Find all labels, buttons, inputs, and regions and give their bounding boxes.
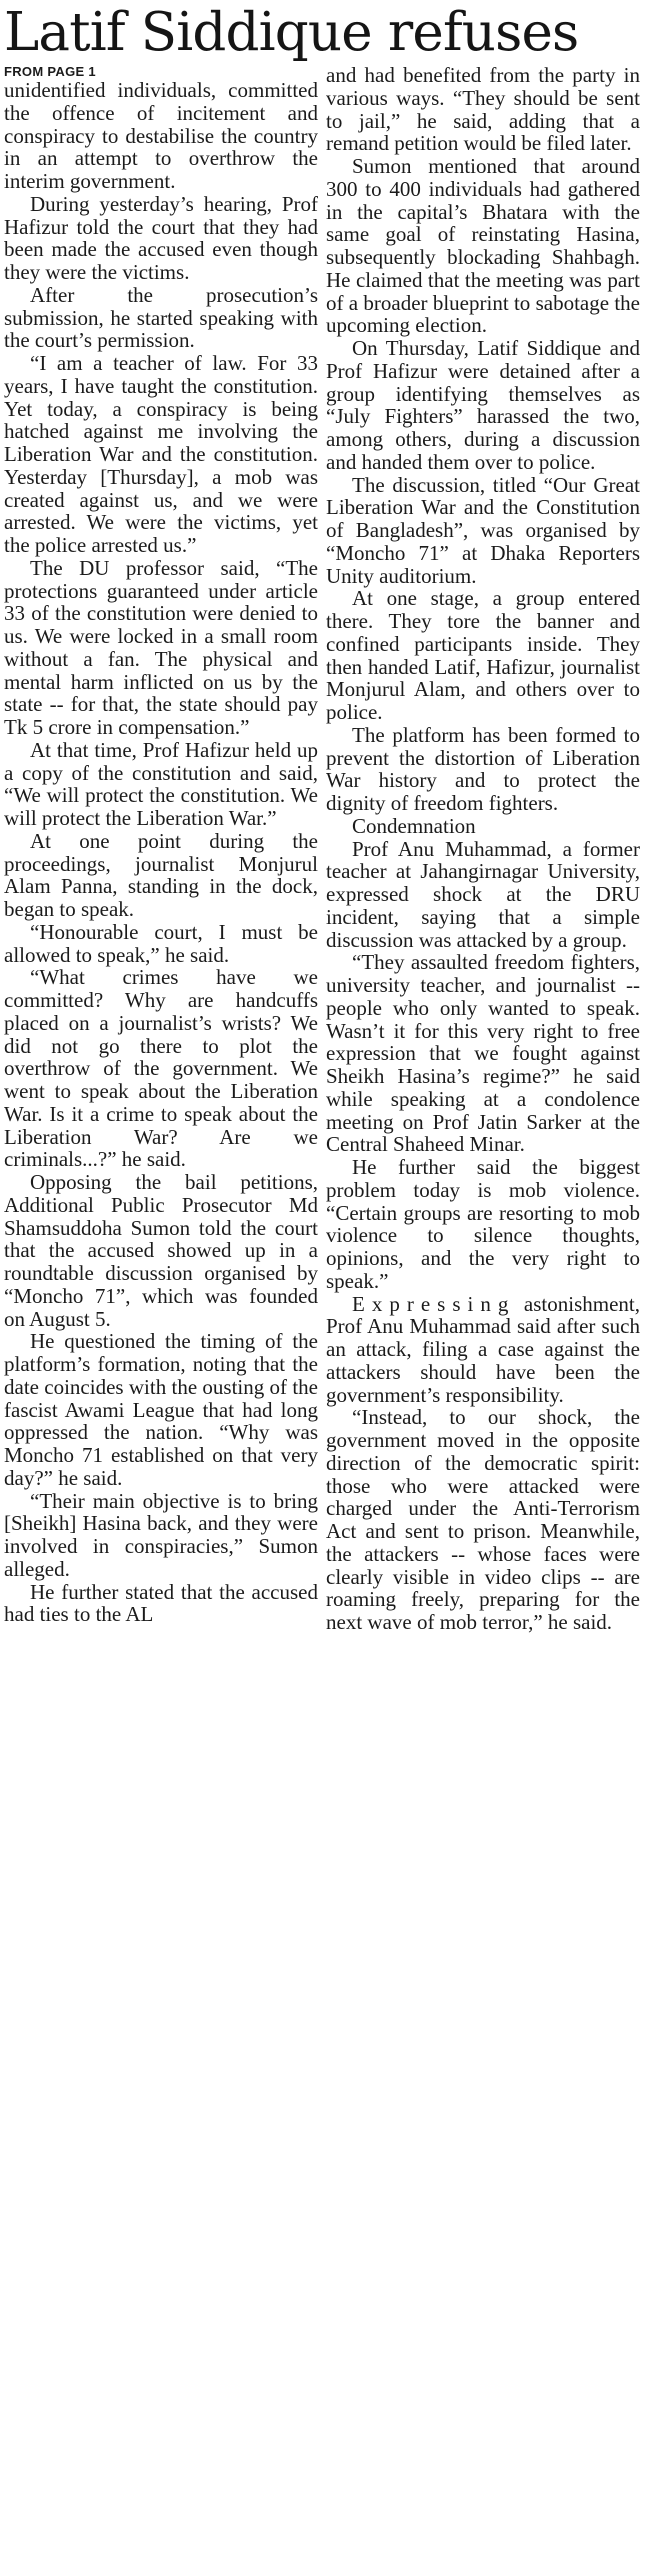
paragraph: At one stage, a group entered there. They tore the banner and confined participants inside. They then handed Latif, Hafizur, journalist Monjurul Alam, and others over to police.	[326, 586, 640, 724]
paragraph: “What crimes have we committed? Why are handcuffs placed on a journalist’s wrists? We did not go there to plot the overthrow of the government. We went to speak about the Liberation War. Is it a crime to speak about the Liberation War? Are we criminals...?” he said.	[4, 965, 318, 1172]
paragraph: During yesterday’s hearing, Prof Hafizur told the court that they had been made the accused even though they were the victims.	[4, 191, 318, 284]
paragraph: The discussion, titled “Our Great Liberation War and the Constitution of Bangladesh”, was organised by “Moncho 71” at Dhaka Reporters Unity auditorium.	[326, 472, 640, 588]
paragraph: The platform has been formed to prevent the distortion of Liberation War history and to protect the dignity of freedom fighters.	[326, 722, 640, 815]
paragraph: He further stated that the accused had ties to the AL	[4, 1579, 318, 1627]
paragraph: “Their main objective is to bring [Sheikh] Hasina back, and they were involved in conspiracies,” Sumon alleged.	[4, 1488, 318, 1581]
paragraph: Sumon mentioned that around 300 to 400 individuals had gathered in the capital’s Bhatara with the same goal of reinstating Hasina, subsequently blockading Shahbagh. He claimed that the meeting was part of a broader blueprint to sabotage the upcoming election.	[326, 154, 640, 338]
paragraph: unidentified individuals, committed the offence of incitement and conspiracy to destabilise the country in an attempt to overthrow the interim government.	[4, 78, 318, 193]
paragraph: “Instead, to our shock, the government moved in the opposite direction of the democratic spirit: those who were attacked were charged under the Anti-Terrorism Act and sent to prison. Meanwhile, the attackers -- whose faces were clearly visible in video clips -- are roaming freely, preparing for the next wave of mob terror,” he said.	[326, 1405, 640, 1634]
dateline: FROM PAGE 1	[4, 64, 96, 79]
paragraph-text: astonishment, Prof Anu Muhammad said after such an attack, filing a case against the attackers should have been the government’s responsibility.	[326, 1291, 640, 1407]
paragraph: At one point during the proceedings, journalist Monjurul Alam Panna, standing in the dock, began to speak.	[4, 828, 318, 921]
paragraph: The DU professor said, “The protections guaranteed under article 33 of the constitution were denied to us. We were locked in a small room without a fan. The physical and mental harm inflicted on us by the state -- for that, the state should pay Tk 5 crore in compensation.”	[4, 555, 318, 739]
paragraph: “Honourable court, I must be allowed to speak,” he said.	[4, 919, 318, 967]
paragraph: Opposing the bail petitions, Additional Public Prosecutor Md Shamsuddoha Sumon told the court that the accused showed up in a roundtable discussion organised by “Moncho 71”, which was founded on August 5.	[4, 1170, 318, 1331]
paragraph: “They assaulted freedom fighters, university teacher, and journalist -- people who only wanted to speak. Wasn’t it for this very right to free expression that we fought against Sheikh Hasina’s regime?” he said while speaking at a condolence meeting on Prof Jatin Sarker at the Central Shaheed Minar.	[326, 950, 640, 1157]
article-column-right	[326, 64, 640, 1634]
paragraph: and had benefited from the party in various ways. “They should be sent to jail,” he said, adding that a remand petition would be filed later.	[326, 63, 640, 156]
paragraph: At that time, Prof Hafizur held up a copy of the constitution and said, “We will protect the constitution. We will protect the Liberation War.”	[4, 737, 318, 830]
article-column-left	[4, 64, 318, 1626]
paragraph: Prof Anu Muhammad, a former teacher at Jahangirnagar University, expressed shock at the DRU incident, saying that a simple discussion was attacked by a group.	[326, 836, 640, 952]
paragraph	[326, 1293, 640, 1407]
spaced-word: Expressing	[352, 1291, 516, 1316]
paragraph: “I am a teacher of law. For 33 years, I have taught the constitution. Yet today, a conspiracy is being hatched against me involving the Liberation War and the constitution. Yesterday [Thursday], a mob was created against us, and we were arrested. We were the victims, yet the police arrested us.”	[4, 351, 318, 557]
headline: Latif Siddique refuses	[4, 2, 579, 63]
paragraph: On Thursday, Latif Siddique and Prof Hafizur were detained after a group identifying themselves as “July Fighters” harassed the two, among others, during a discussion and handed them over to police.	[326, 336, 640, 474]
paragraph: He further said the biggest problem today is mob violence. “Certain groups are resorting to mob violence to silence thoughts, opinions, and the very right to speak.”	[326, 1155, 640, 1293]
paragraph: He questioned the timing of the platform’s formation, noting that the date coincides with the ousting of the fascist Awami League that had long oppressed the nation. “Why was Moncho 71 established on that very day?” he said.	[4, 1329, 318, 1490]
section-subhead: Condemnation	[352, 813, 476, 838]
paragraph: After the prosecution’s submission, he started speaking with the court’s permission.	[4, 282, 318, 353]
